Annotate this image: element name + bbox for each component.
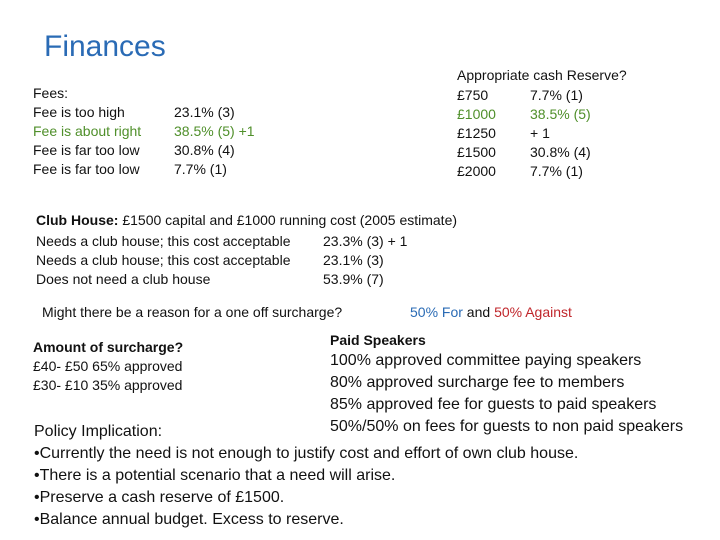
- amount-surcharge-heading: Amount of surcharge?: [33, 339, 184, 355]
- reserve-value: 30.8% (4): [530, 144, 591, 160]
- club-house-labels: [36, 232, 291, 289]
- fees-label: Fee is about right: [33, 123, 142, 139]
- reserve-amount: £750: [457, 87, 489, 103]
- policy-heading: Policy Implication:: [34, 423, 163, 440]
- amount-surcharge-row: £30- £10 35% approved: [33, 377, 183, 393]
- fees-value: 7.7% (1): [174, 161, 227, 177]
- reserve-amount: £2000: [457, 163, 496, 179]
- reserve-value: + 1: [530, 125, 550, 141]
- page-title: Finances: [44, 30, 166, 63]
- club-house-heading-line: [36, 211, 457, 230]
- fees-label: Fee is too high: [33, 104, 125, 120]
- fees-label: Fee is far too low: [33, 161, 140, 177]
- policy-implication: [34, 421, 578, 531]
- club-house-value: 53.9% (7): [323, 271, 384, 287]
- club-house-value: 23.3% (3) + 1: [323, 233, 408, 249]
- club-house-heading: Club House:: [36, 212, 119, 228]
- surcharge-question: Might there be a reason for a one off surcharge?: [42, 304, 343, 320]
- reserve-value: 7.7% (1): [530, 87, 583, 103]
- policy-item: •Currently the need is not enough to justify cost and effort of own club house.: [34, 445, 579, 462]
- reserve-amount: £1000: [457, 106, 496, 122]
- reserve-value: 7.7% (1): [530, 163, 583, 179]
- club-house-label: Does not need a club house: [36, 271, 211, 287]
- policy-item: •Balance annual budget. Excess to reserve.: [34, 511, 344, 528]
- reserve-heading: Appropriate cash Reserve?: [457, 67, 627, 83]
- paid-speakers-row: 85% approved fee for guests to paid speakers: [330, 396, 657, 413]
- reserve-values: [530, 86, 591, 181]
- surcharge-result: [410, 303, 572, 322]
- fees-heading: Fees:: [33, 85, 69, 101]
- reserve-value: 38.5% (5): [530, 106, 591, 122]
- club-house-label: Needs a club house; this cost acceptable: [36, 252, 291, 268]
- paid-speakers-heading: Paid Speakers: [330, 332, 426, 348]
- fees-labels: [33, 84, 141, 179]
- surcharge-against: 50% Against: [494, 304, 572, 320]
- reserve-amount: £1500: [457, 144, 496, 160]
- policy-item: •Preserve a cash reserve of £1500.: [34, 489, 285, 506]
- fees-value: 30.8% (4): [174, 142, 235, 158]
- surcharge-for: 50% For: [410, 304, 463, 320]
- club-house-description: £1500 capital and £1000 running cost (2005 estimate): [118, 212, 458, 228]
- fees-value: 38.5% (5) +1: [174, 123, 255, 139]
- fees-value: 23.1% (3): [174, 104, 235, 120]
- surcharge-and: and: [462, 304, 495, 320]
- club-house-label: Needs a club house; this cost acceptable: [36, 233, 291, 249]
- fees-values: [174, 103, 255, 179]
- club-house-values: [323, 232, 407, 289]
- paid-speakers-row: 50%/50% on fees for guests to non paid speakers: [330, 418, 684, 435]
- reserve-amounts: [457, 86, 496, 181]
- policy-item: •There is a potential scenario that a need will arise.: [34, 467, 396, 484]
- fees-label: Fee is far too low: [33, 142, 140, 158]
- paid-speakers-row: 80% approved surcharge fee to members: [330, 374, 625, 391]
- amount-surcharge-row: £40- £50 65% approved: [33, 358, 183, 374]
- amount-surcharge: [33, 338, 183, 395]
- paid-speakers-row: 100% approved committee paying speakers: [330, 352, 642, 369]
- club-house-value: 23.1% (3): [323, 252, 384, 268]
- reserve-amount: £1250: [457, 125, 496, 141]
